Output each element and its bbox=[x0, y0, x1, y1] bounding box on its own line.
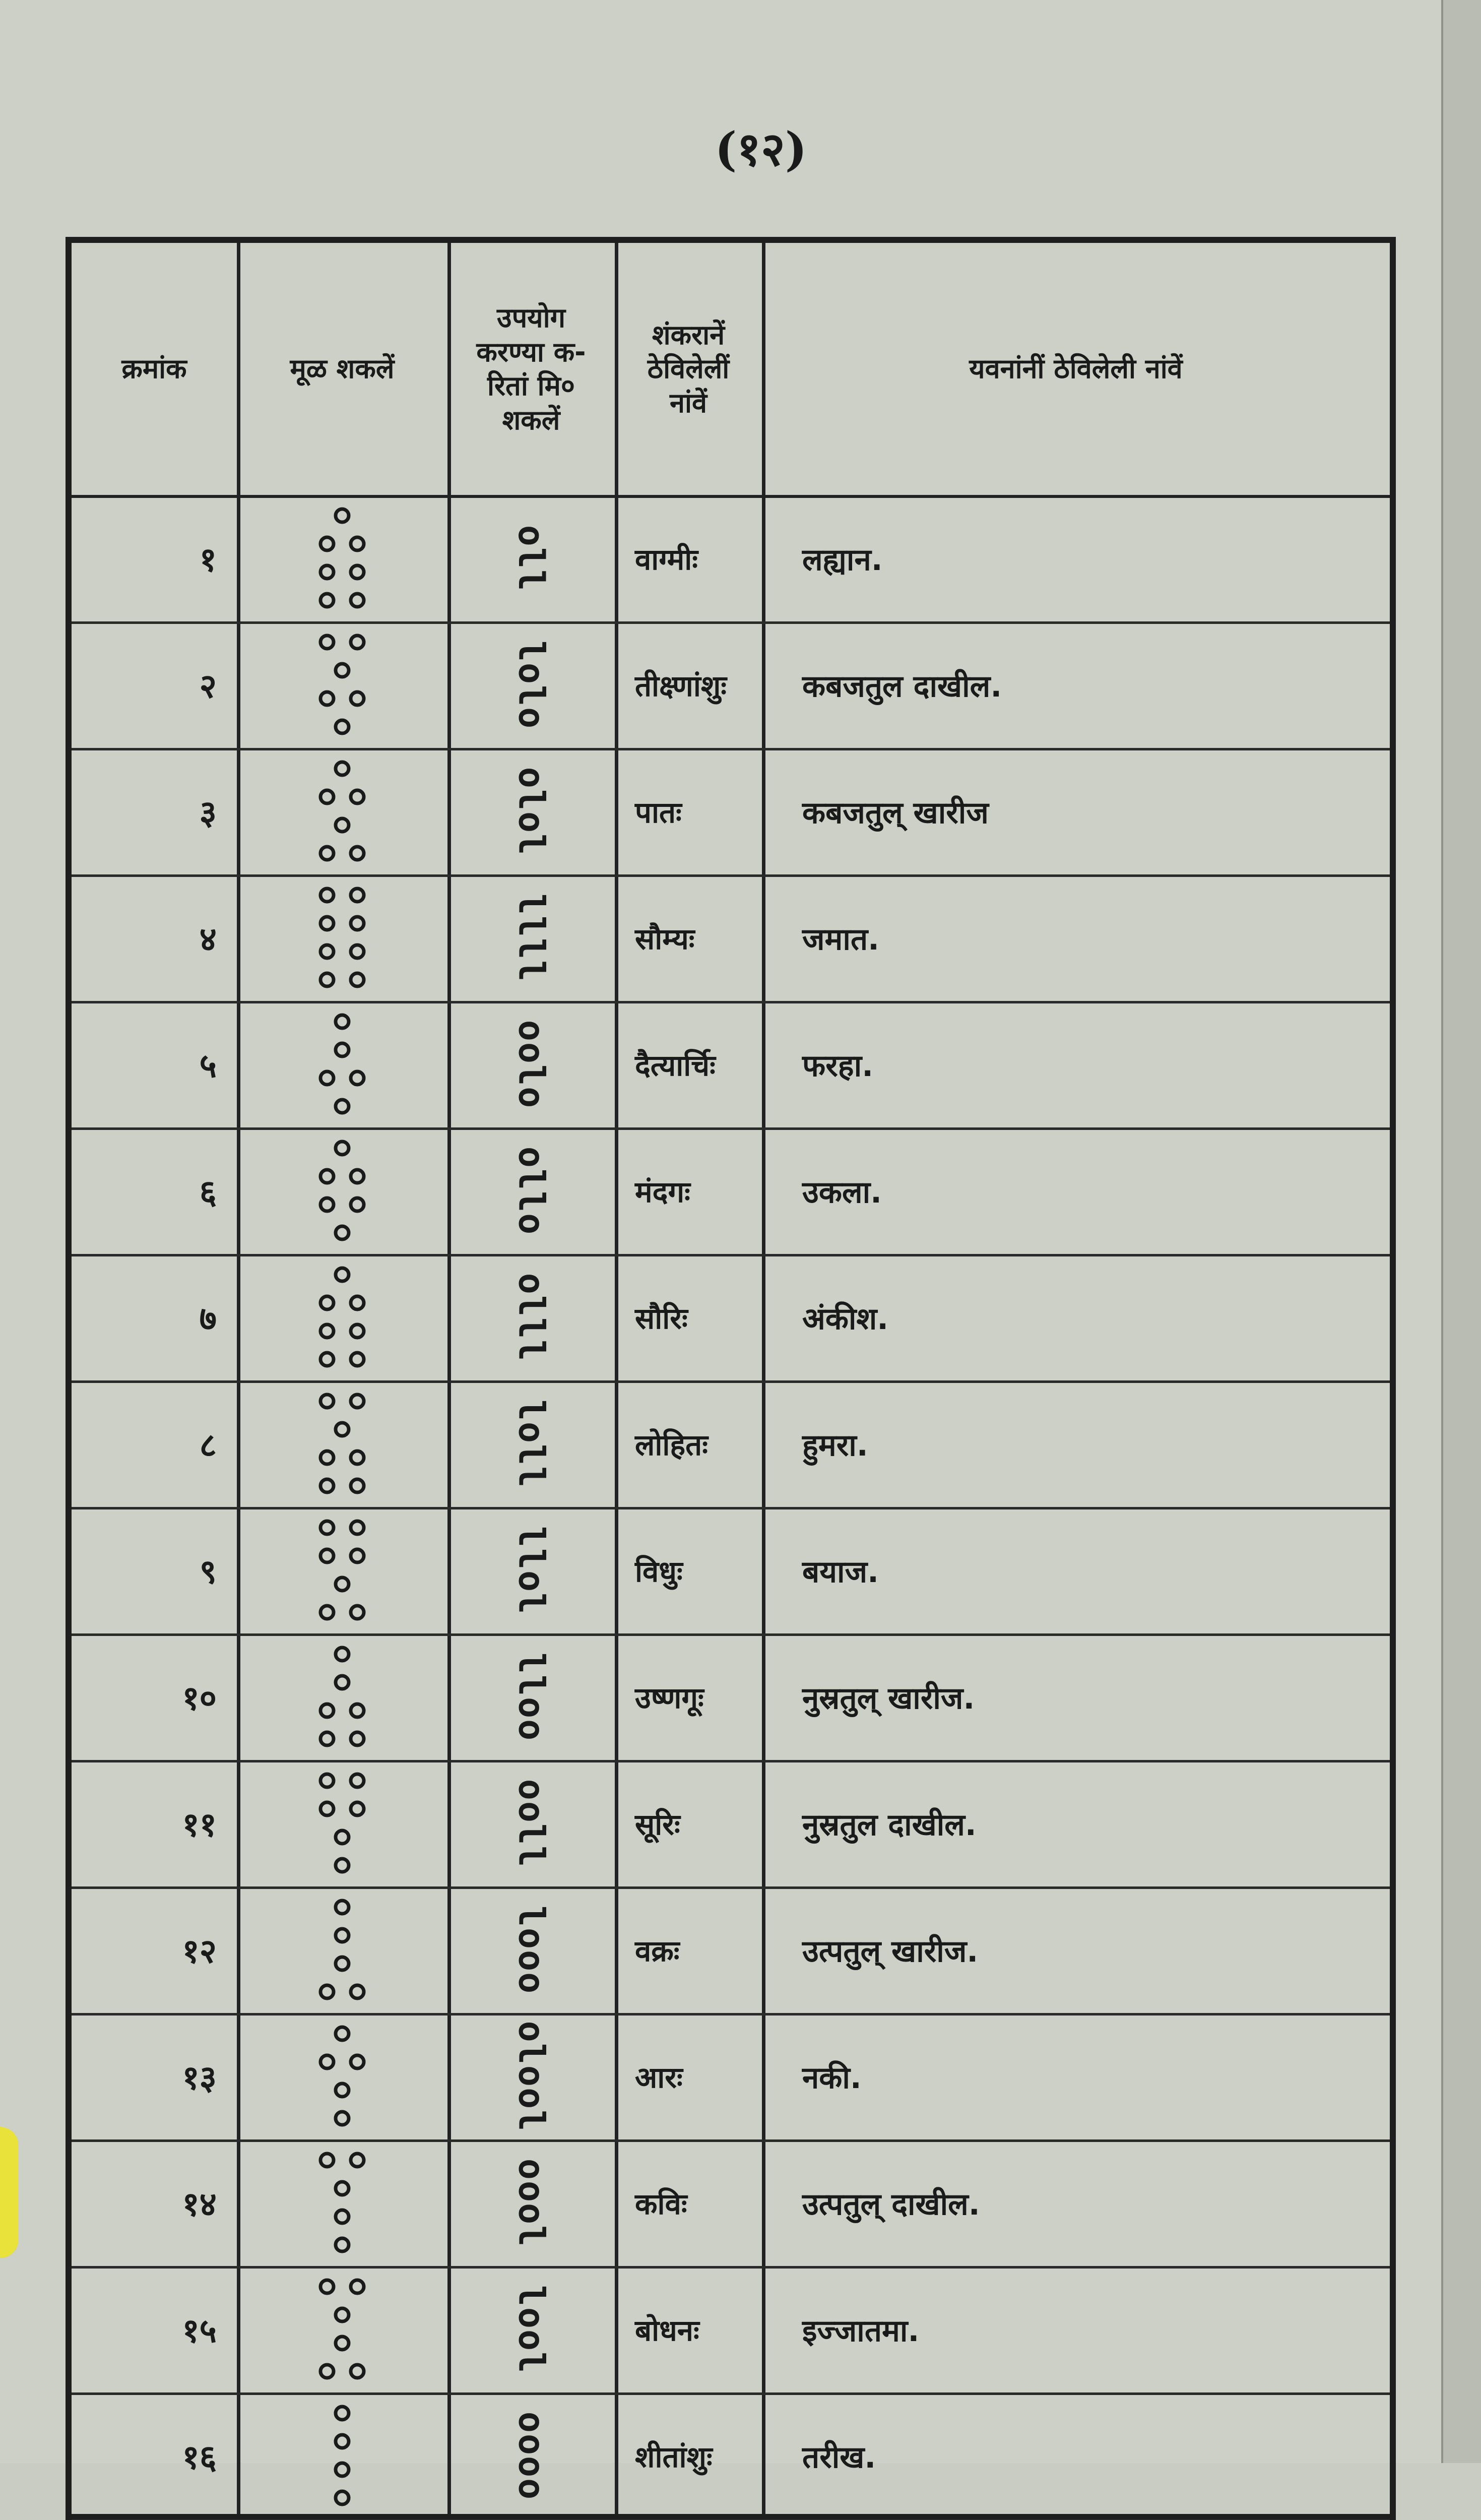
figure-dot bbox=[351, 1985, 364, 1998]
figure-dot bbox=[320, 2365, 334, 2378]
sanskrit-name: लोहितः bbox=[635, 1428, 708, 1462]
table-row bbox=[72, 748, 1390, 877]
sanskrit-name: मंदगः bbox=[635, 1175, 690, 1209]
figure-dots-icon bbox=[292, 2019, 393, 2134]
figure-dot bbox=[351, 790, 364, 803]
header-usage-figures: उपयोग करण्या क- रितां मि० शकलें bbox=[476, 302, 586, 436]
geomantic-figure bbox=[237, 874, 447, 1001]
figure-dot bbox=[320, 1198, 334, 1211]
figure-dot bbox=[320, 2055, 334, 2068]
table-row bbox=[72, 621, 1390, 750]
yavana-name: फरहा. bbox=[802, 1048, 873, 1084]
figure-dot bbox=[336, 1268, 349, 1281]
usage-code-text: lolo bbox=[510, 640, 552, 729]
yavana-name: कबजतुल दाखील. bbox=[802, 668, 1002, 704]
serial-number: १२ bbox=[182, 1931, 217, 1971]
yavana-name: जमात. bbox=[802, 921, 879, 957]
yavana-name: हुमरा. bbox=[802, 1427, 868, 1463]
yavana-name: नुस्रतुल दाखील. bbox=[802, 1807, 977, 1843]
figure-dot bbox=[351, 1479, 364, 1492]
figure-dot bbox=[351, 594, 364, 607]
usage-code-text: oool bbox=[510, 2158, 552, 2247]
figure-dot bbox=[320, 1985, 334, 1998]
figure-dot bbox=[351, 636, 364, 649]
figure-dot bbox=[336, 762, 349, 775]
figure-dot bbox=[320, 692, 334, 705]
figure-dots-icon bbox=[292, 1639, 393, 1755]
sanskrit-name: वक्रः bbox=[635, 1934, 680, 1968]
usage-code bbox=[447, 1886, 615, 2013]
figure-dot bbox=[351, 1521, 364, 1534]
geomantic-figure bbox=[237, 1507, 447, 1633]
figure-dot bbox=[320, 636, 334, 649]
geomantic-figure bbox=[237, 1760, 447, 1886]
figure-dot bbox=[351, 1549, 364, 1562]
figure-dot bbox=[336, 1901, 349, 1914]
table-row bbox=[72, 2013, 1390, 2142]
figure-dot bbox=[320, 1774, 334, 1787]
usage-code bbox=[447, 1254, 615, 1380]
figure-dot bbox=[320, 565, 334, 579]
figure-dots-icon bbox=[292, 500, 393, 616]
table-row bbox=[72, 2139, 1390, 2269]
sanskrit-name: सौम्यः bbox=[635, 922, 695, 956]
geomantic-figure bbox=[237, 1886, 447, 2013]
figure-dot bbox=[320, 945, 334, 958]
sanskrit-name: तीक्ष्णांशुः bbox=[635, 669, 727, 703]
figure-dot bbox=[351, 2154, 364, 2167]
figure-dot bbox=[320, 1325, 334, 1338]
usage-code bbox=[447, 1127, 615, 1254]
figure-dot bbox=[351, 1802, 364, 1815]
figure-dot bbox=[336, 2182, 349, 2195]
usage-code bbox=[447, 495, 615, 621]
figure-dot bbox=[336, 2027, 349, 2040]
figure-dot bbox=[351, 945, 364, 958]
figure-dot bbox=[351, 1704, 364, 1717]
yavana-name: नकी. bbox=[802, 2060, 862, 2096]
table-row bbox=[72, 1633, 1390, 1762]
figure-dot bbox=[351, 889, 364, 902]
sanskrit-name: वाग्मीः bbox=[635, 542, 698, 577]
usage-code-text: olll bbox=[510, 1273, 552, 1362]
usage-code bbox=[447, 1507, 615, 1633]
figure-dot bbox=[336, 2435, 349, 2448]
geomantic-figure bbox=[237, 748, 447, 874]
table-header bbox=[72, 243, 1390, 498]
yavana-name: इज्जातमा. bbox=[802, 2313, 920, 2349]
figure-dot bbox=[351, 1606, 364, 1619]
figure-dot bbox=[336, 1043, 349, 1056]
figure-dot bbox=[336, 1831, 349, 1844]
sanskrit-name: पातः bbox=[635, 795, 682, 830]
usage-code-text: lool bbox=[510, 2285, 552, 2374]
usage-code-text: oolo bbox=[510, 1020, 552, 1109]
figure-dot bbox=[351, 2055, 364, 2068]
figure-dots-icon bbox=[292, 753, 393, 869]
usage-code-text: lloo bbox=[510, 1652, 552, 1741]
figure-dot bbox=[351, 1732, 364, 1745]
sanskrit-name: उष्णगूः bbox=[635, 1681, 704, 1715]
figure-dot bbox=[320, 1704, 334, 1717]
figure-dot bbox=[351, 847, 364, 860]
usage-code bbox=[447, 2392, 615, 2519]
usage-code-text: oooo bbox=[510, 2411, 552, 2500]
figure-dot bbox=[320, 1353, 334, 1366]
table-row bbox=[72, 1886, 1390, 2015]
figure-dot bbox=[320, 1170, 334, 1183]
usage-code bbox=[447, 1001, 615, 1127]
table-row bbox=[72, 1001, 1390, 1130]
figure-dot bbox=[320, 1451, 334, 1464]
figure-dot bbox=[320, 1802, 334, 1815]
header-original-figures: मूळ शकलें bbox=[290, 353, 395, 385]
figure-dot bbox=[336, 1957, 349, 1970]
figure-dot bbox=[336, 1226, 349, 1239]
figure-dot bbox=[336, 1423, 349, 1436]
figure-dot bbox=[351, 1774, 364, 1787]
serial-number: ७ bbox=[199, 1299, 217, 1338]
serial-number: १५ bbox=[182, 2311, 217, 2350]
usage-code-text: ooll bbox=[510, 1779, 552, 1868]
figure-dots-icon bbox=[292, 2272, 393, 2387]
figure-dot bbox=[336, 818, 349, 832]
figure-dots-icon bbox=[292, 1766, 393, 1881]
figure-dot bbox=[336, 1578, 349, 1591]
usage-code-text: olol bbox=[510, 767, 552, 856]
table-row bbox=[72, 1380, 1390, 1509]
usage-code bbox=[447, 621, 615, 748]
sanskrit-name: सूरिः bbox=[635, 1807, 680, 1842]
table-row bbox=[72, 2266, 1390, 2395]
sanskrit-name: सौरिः bbox=[635, 1301, 688, 1336]
figure-dot bbox=[336, 2210, 349, 2223]
usage-code bbox=[447, 874, 615, 1001]
figure-dot bbox=[336, 2112, 349, 2125]
figure-dot bbox=[351, 1451, 364, 1464]
serial-number: ९ bbox=[199, 1552, 217, 1591]
usage-code-text: olool bbox=[510, 2021, 552, 2132]
figure-dots-icon bbox=[292, 1006, 393, 1122]
figure-dots-icon bbox=[292, 2398, 393, 2514]
usage-code-text: looo bbox=[510, 1905, 552, 1994]
serial-number: ३ bbox=[199, 793, 217, 832]
sanskrit-name: दैत्यार्चिः bbox=[635, 1048, 716, 1083]
geomantic-figure bbox=[237, 621, 447, 748]
yavana-name: उत्पतुल् दाखील. bbox=[802, 2186, 980, 2222]
header-yavana-names: यवनांनीं ठेविलेली नांवें bbox=[969, 353, 1183, 385]
figure-dot bbox=[336, 1859, 349, 1872]
figure-dot bbox=[336, 2308, 349, 2321]
table-row bbox=[72, 1760, 1390, 1889]
figure-dot bbox=[320, 2154, 334, 2167]
geomantic-figure bbox=[237, 1001, 447, 1127]
figure-dots-icon bbox=[292, 2145, 393, 2261]
figure-dot bbox=[351, 1353, 364, 1366]
figure-dot bbox=[320, 1395, 334, 1408]
figure-dot bbox=[351, 1072, 364, 1085]
usage-code bbox=[447, 1760, 615, 1886]
figure-dot bbox=[351, 565, 364, 579]
figure-dot bbox=[336, 2337, 349, 2350]
table-row bbox=[72, 2392, 1390, 2520]
figure-dot bbox=[320, 847, 334, 860]
figure-dot bbox=[320, 594, 334, 607]
yavana-name: उकला. bbox=[802, 1174, 882, 1210]
table-row bbox=[72, 1254, 1390, 1383]
figure-dot bbox=[320, 2280, 334, 2293]
usage-code bbox=[447, 748, 615, 874]
figure-dot bbox=[320, 1521, 334, 1534]
figure-dot bbox=[351, 1198, 364, 1211]
table-row bbox=[72, 1507, 1390, 1636]
figure-dot bbox=[336, 2084, 349, 2097]
sanskrit-name: विधुः bbox=[635, 1554, 683, 1589]
usage-code bbox=[447, 1633, 615, 1760]
geomancy-table bbox=[66, 237, 1396, 2520]
serial-number: ५ bbox=[199, 1046, 217, 1085]
serial-number: ८ bbox=[199, 1425, 217, 1465]
sanskrit-name: आरः bbox=[635, 2060, 683, 2095]
serial-number: १३ bbox=[182, 2058, 217, 2097]
table-row bbox=[72, 874, 1390, 1003]
figure-dot bbox=[336, 664, 349, 677]
figure-dot bbox=[336, 509, 349, 522]
figure-dot bbox=[336, 1676, 349, 1689]
figure-dot bbox=[351, 2280, 364, 2293]
figure-dot bbox=[336, 1929, 349, 1942]
yavana-name: नुस्रतुल् खारीज. bbox=[802, 1680, 975, 1716]
figure-dot bbox=[336, 1015, 349, 1028]
usage-code-text: oll bbox=[510, 525, 552, 592]
usage-code bbox=[447, 2139, 615, 2266]
figure-dots-icon bbox=[292, 627, 393, 743]
geomantic-figure bbox=[237, 1633, 447, 1760]
serial-number: १ bbox=[199, 540, 217, 579]
figure-dot bbox=[320, 973, 334, 986]
sanskrit-name: बोधनः bbox=[635, 2313, 699, 2348]
yavana-name: अंकीश. bbox=[802, 1301, 889, 1337]
geomantic-figure bbox=[237, 1380, 447, 1507]
yavana-name: तरीख. bbox=[802, 2439, 876, 2475]
figure-dot bbox=[320, 537, 334, 550]
sanskrit-name: कविः bbox=[635, 2187, 687, 2221]
table-row bbox=[72, 495, 1390, 624]
serial-number: २ bbox=[199, 666, 217, 706]
figure-dot bbox=[320, 790, 334, 803]
figure-dot bbox=[320, 1072, 334, 1085]
usage-code-text: llll bbox=[510, 893, 552, 982]
figure-dot bbox=[336, 2491, 349, 2504]
figure-dot bbox=[320, 1606, 334, 1619]
figure-dot bbox=[351, 692, 364, 705]
figure-dot bbox=[351, 537, 364, 550]
figure-dot bbox=[336, 1142, 349, 1155]
figure-dot bbox=[351, 973, 364, 986]
yavana-name: बयाज. bbox=[802, 1554, 879, 1590]
page-stain bbox=[0, 2127, 18, 2258]
figure-dots-icon bbox=[292, 1892, 393, 2008]
sanskrit-name: शीतांशुः bbox=[635, 2440, 713, 2474]
figure-dots-icon bbox=[292, 1386, 393, 1502]
yavana-name: उत्पतुल् खारीज. bbox=[802, 1933, 979, 1969]
figure-dot bbox=[351, 917, 364, 930]
figure-dot bbox=[351, 1296, 364, 1309]
geomantic-figure bbox=[237, 2266, 447, 2392]
figure-dot bbox=[336, 2407, 349, 2420]
figure-dot bbox=[320, 1296, 334, 1309]
figure-dot bbox=[336, 1648, 349, 1661]
usage-code bbox=[447, 2266, 615, 2392]
usage-code-text: loll bbox=[510, 1399, 552, 1488]
figure-dot bbox=[351, 2365, 364, 2378]
serial-number: ४ bbox=[199, 919, 217, 959]
figure-dots-icon bbox=[292, 1513, 393, 1628]
figure-dot bbox=[320, 1549, 334, 1562]
figure-dots-icon bbox=[292, 1259, 393, 1375]
usage-code bbox=[447, 2013, 615, 2139]
geomantic-figure bbox=[237, 1254, 447, 1380]
geomantic-figure bbox=[237, 2139, 447, 2266]
page-edge bbox=[1441, 0, 1481, 2463]
figure-dots-icon bbox=[292, 880, 393, 996]
figure-dot bbox=[320, 1479, 334, 1492]
figure-dot bbox=[320, 1732, 334, 1745]
table-row bbox=[72, 1127, 1390, 1256]
figure-dots-icon bbox=[292, 1133, 393, 1249]
figure-dot bbox=[351, 1395, 364, 1408]
yavana-name: कबजतुल् खारीज bbox=[802, 795, 989, 831]
serial-number: १० bbox=[182, 1678, 217, 1718]
geomantic-figure bbox=[237, 495, 447, 621]
page-number: (१२) bbox=[715, 122, 807, 176]
serial-number: ६ bbox=[199, 1172, 217, 1212]
figure-dot bbox=[351, 1325, 364, 1338]
figure-dot bbox=[320, 917, 334, 930]
usage-code bbox=[447, 1380, 615, 1507]
geomantic-figure bbox=[237, 2392, 447, 2519]
serial-number: १४ bbox=[182, 2184, 217, 2224]
figure-dot bbox=[320, 889, 334, 902]
usage-code-text: llol bbox=[510, 1526, 552, 1615]
geomantic-figure bbox=[237, 1127, 447, 1254]
serial-number: ११ bbox=[182, 1805, 217, 1844]
figure-dot bbox=[336, 1100, 349, 1113]
figure-dot bbox=[336, 720, 349, 733]
header-sanskrit-names: शंकरानें ठेविलेलीं नांवें bbox=[647, 319, 730, 419]
figure-dot bbox=[336, 2238, 349, 2251]
header-serial: क्रमांक bbox=[121, 353, 187, 385]
yavana-name: लह्यान. bbox=[802, 542, 883, 578]
figure-dot bbox=[336, 2463, 349, 2476]
usage-code-text: ollo bbox=[510, 1146, 552, 1235]
figure-dot bbox=[351, 1170, 364, 1183]
geomantic-figure bbox=[237, 2013, 447, 2139]
serial-number: १६ bbox=[182, 2437, 217, 2477]
